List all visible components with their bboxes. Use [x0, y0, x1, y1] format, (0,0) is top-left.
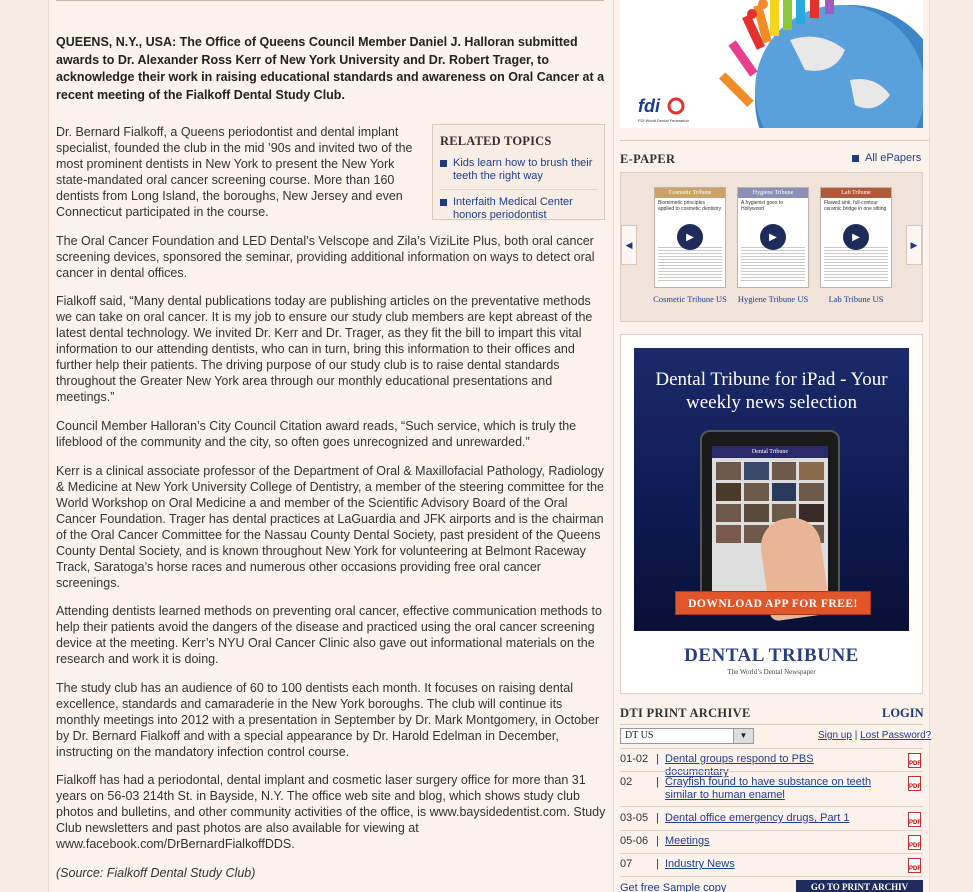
- epaper-title: E-PAPER: [620, 152, 676, 166]
- pdf-icon[interactable]: PDF: [908, 776, 921, 791]
- edition-select-value: DT US: [625, 730, 654, 741]
- ipad-ad-banner: [634, 348, 909, 631]
- bullet-icon: [852, 155, 859, 162]
- archive-link[interactable]: Dental groups respond to PBS documentary: [665, 753, 814, 778]
- article-lead: QUEENS, N.Y., USA: The Office of Queens Council Member Daniel J. Halloran submitted awards to Dr. Alexander Ross Kerr of New York University and Dr. Robert Trager, to acknowledge their work in raising educational standards and awareness on Oral Cancer at a recent meeting of the Fialkoff Dental Study Club.: [56, 35, 605, 102]
- lost-password-link[interactable]: Lost Password?: [860, 730, 932, 741]
- chevron-left-icon: ◀: [625, 239, 633, 250]
- epaper-carousel: [620, 172, 923, 322]
- pdf-icon[interactable]: PDF: [908, 858, 921, 873]
- all-epapers-label: All ePapers: [865, 152, 922, 164]
- play-icon[interactable]: ▶: [677, 224, 703, 250]
- top-divider: [56, 0, 604, 1]
- pdf-icon[interactable]: PDF: [908, 753, 921, 768]
- article-paragraph-1: Dr. Bernard Fialkoff, a Queens periodontist and dental implant specialist, founded the club in the mid ’90s and invited two of the most prominent dentists in New York to present the New York state-mandated oral cancer screening course. More than 160 dentists from Long Island, the boroughs, New Jersey and even Connecticut participated in the course.: [56, 125, 413, 219]
- download-app-button[interactable]: DOWNLOAD APP FOR FREE!: [675, 591, 871, 615]
- thumb-masthead: Hygiene Tribune: [738, 188, 808, 198]
- fdi-advertisement[interactable]: [620, 0, 923, 128]
- fdi-tagline: FDI World Dental Federation: [638, 118, 689, 123]
- pdf-icon[interactable]: PDF: [908, 835, 921, 850]
- issue-number: 03-05: [620, 812, 649, 824]
- article-paragraph-4: Council Member Halloran’s City Council Citation award reads, “Such service, which is truly the lifeblood of the community and the city, so often goes unrecognized and unrewarded.”: [56, 419, 577, 449]
- related-topic-label: Interfaith Medical Center honors periodontist: [453, 196, 573, 221]
- related-topic-label: Kids learn how to brush their teeth the right way: [453, 157, 593, 182]
- issue-number: 02: [620, 776, 633, 788]
- related-topics-title: RELATED TOPICS: [440, 134, 552, 148]
- related-topic-link[interactable]: [440, 157, 597, 190]
- article-source: (Source: Fialkoff Dental Study Club): [56, 866, 256, 880]
- print-archive-title: DTI PRINT ARCHIVE: [620, 706, 751, 720]
- issue-number: 07: [620, 858, 633, 870]
- archive-link[interactable]: Dental office emergency drugs, Part 1: [665, 812, 850, 824]
- globe-people-image: [620, 0, 923, 128]
- article-paragraph-8: Fialkoff has had a periodontal, dental implant and cosmetic laser surgery office for more than 31 years on 56-03 214th St. in Bayside, N.Y. The office web site and blog, which shows study club photos and bulletins, and other community activities of the office, is www.baysidedentist.com. Study Club newsletters and past photos are also available for viewing at www.facebook.com/DrBernardFialkoffDDS.: [56, 773, 606, 851]
- thumb-masthead: Lab Tribune: [821, 188, 891, 198]
- article-paragraph-2: The Oral Cancer Foundation and LED Dental’s Velscope and Zila’s ViziLite Plus, both oral cancer screening devices, sponsored the seminar, providing additional information on ways to detect oral cancer in dental offices.: [56, 234, 595, 280]
- bullet-icon: [440, 160, 447, 167]
- archive-divider: [620, 724, 923, 725]
- login-link[interactable]: LOGIN: [882, 706, 924, 720]
- ipad-ad-title: Dental Tribune for iPad - Your weekly news selection: [655, 369, 888, 413]
- related-topic-link[interactable]: [440, 196, 597, 228]
- archive-link[interactable]: Meetings: [665, 835, 710, 847]
- thumb-masthead: Cosmetic Tribune: [655, 188, 725, 198]
- fdi-logo-text: fdi: [638, 96, 660, 116]
- device-masthead: Dental Tribune: [712, 446, 828, 458]
- thumb-headline: A hygienist goes to Hollywood: [741, 200, 783, 212]
- archive-link[interactable]: Crayfish found to have substance on teeth similar to human enamel: [665, 776, 872, 801]
- article-paragraph-7: The study club has an audience of 60 to 100 dentists each month. It focuses on raising dental excellence, standards and camaraderie in the New York boroughs. The club will continue its monthly meetings into 2012 with a presentation in September by Dr. Mark Montgomery, in October by Dr. Bernard Fialkoff and with a special appearance by Dr. Harold Edelman in December, instructing on the mandatory infection control course.: [56, 681, 600, 759]
- carousel-prev-button[interactable]: [621, 225, 637, 265]
- epaper-label[interactable]: Lab Tribune US: [828, 294, 884, 304]
- pdf-icon[interactable]: PDF: [908, 812, 921, 827]
- thumb-headline: Flawed sink, full-contour ceramic bridge in one sitting: [824, 200, 887, 212]
- issue-number: 01-02: [620, 753, 649, 765]
- chevron-right-icon: ▶: [910, 239, 918, 250]
- all-epapers-link[interactable]: [852, 152, 921, 164]
- play-icon[interactable]: ▶: [843, 224, 869, 250]
- edition-select[interactable]: [620, 728, 754, 744]
- article-paragraph-3: Fialkoff said, “Many dental publications today are publishing articles on the preventative methods we can take on oral cancer. It is my job to ensure our study club members are kept abreast of the latest dental technology. We invited Dr. Kerr and Dr. Trager, as they fit the bill to impart this vital information to our attending dentists, who can in turn, bring this information to their offices and further help their patients. The driving purpose of our study club is to raise dental standards throughout the Greater New York area through our monthly educational presentations and meetings.”: [56, 294, 593, 404]
- signup-link[interactable]: Sign up: [818, 730, 852, 741]
- epaper-hygiene-tribune[interactable]: [737, 187, 809, 288]
- free-sample-link[interactable]: Get free Sample copy: [620, 882, 727, 892]
- dental-tribune-logo: DENTAL TRIBUNE: [684, 645, 859, 666]
- sidebar-divider: [620, 140, 929, 141]
- auth-separator: |: [854, 730, 858, 741]
- thumb-headline: Biomimetic principles applied to cosmetic dentistry: [658, 200, 722, 212]
- article-paragraph-5: Kerr is a clinical associate professor of the Department of Oral & Maxillofacial Pathology, Radiology & Medicine at New York University College of Dentistry, a member of the steering committee for the World Workshop on Oral Medicine a and member of the Scientific Advisory Board of the Oral Cancer Foundation. Trager has dental practices at LaGuardia and JFK airports and is the chairman of the Oral Cancer Committee for the Nassau County Dental Society, past president of the Queens County Dental Society, and is known throughout New York for volunteering at Belmont Raceway Track, Saratoga’s horse races and numerous other occasions providing free oral cancer screenings.: [56, 464, 604, 590]
- chevron-down-icon: ▼: [733, 729, 753, 743]
- epaper-cosmetic-tribune[interactable]: [654, 187, 726, 288]
- epaper-label[interactable]: Cosmetic Tribune US: [653, 294, 727, 304]
- ipad-app-advertisement[interactable]: [620, 334, 923, 694]
- epaper-label[interactable]: Hygiene Tribune US: [737, 294, 809, 304]
- epaper-lab-tribune[interactable]: [820, 187, 892, 288]
- archive-link[interactable]: Industry News: [665, 858, 735, 870]
- auth-links: [818, 730, 931, 741]
- bullet-icon: [440, 199, 447, 206]
- article-paragraph-6: Attending dentists learned methods on preventing oral cancer, effective communication methods to help their patients avoid the dangers of the disease and practiced using the oral cancer screening device at the meeting. Kerr’s NYU Oral Cancer Clinic also gave out informational materials on the research and work it is doing.: [56, 604, 602, 666]
- related-topics-box: [432, 124, 605, 220]
- issue-number: 05-06: [620, 835, 649, 847]
- go-to-print-archive-button[interactable]: GO TO PRINT ARCHIV: [796, 880, 923, 892]
- dental-tribune-tagline: The World’s Dental Newspaper: [727, 668, 816, 676]
- carousel-next-button[interactable]: [906, 225, 922, 265]
- play-icon[interactable]: ▶: [760, 224, 786, 250]
